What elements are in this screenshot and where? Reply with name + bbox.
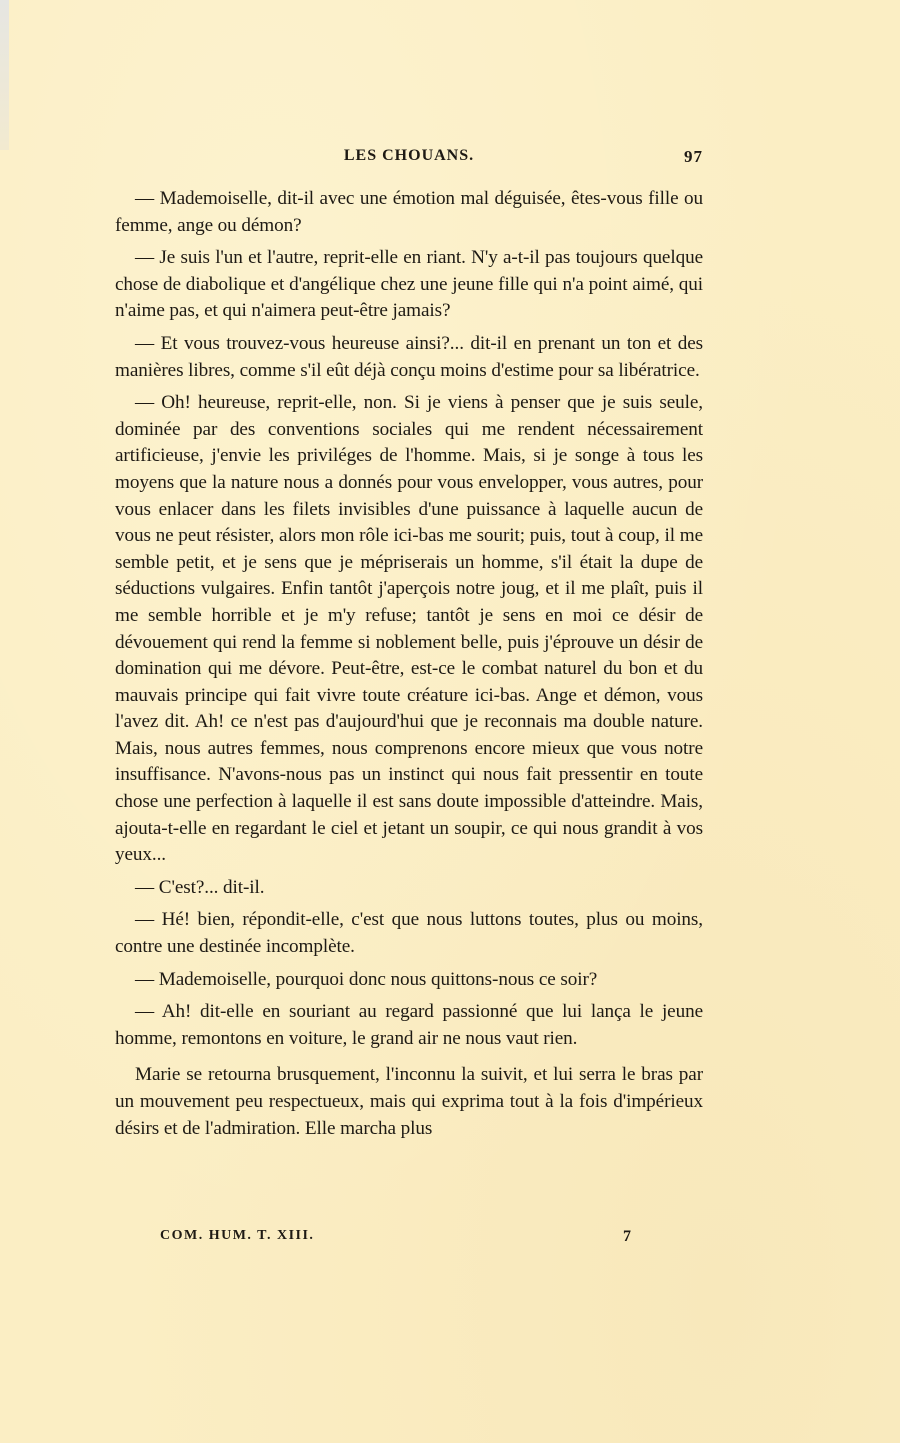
signature-number: 7 bbox=[623, 1228, 633, 1245]
scan-edge bbox=[0, 0, 9, 150]
paragraph: — Hé! bien, répondit-elle, c'est que nous luttons toutes, plus ou moins, contre une destinée incomplète. bbox=[115, 909, 703, 958]
running-head bbox=[115, 147, 703, 169]
paragraph: — Oh! heureuse, reprit-elle, non. Si je viens à penser que je suis seule, dominée par des conventions sociales qui me rendent nécessairement artificieuse, j'envie les priviléges de l'homme. Mais, si je songe à tous les moyens que la nature nous a donnés pour vous envelopper, vous autres, pour vous enlacer dans les filets invisibles d'une puissance à laquelle aucun de vous ne peut résister, alors mon rôle ici-bas me sourit; puis, tout à coup, il me semble petit, et je sens que je mépriserais un homme, s'il était la dupe de séductions vulgaires. Enfin tantôt j'aperçois notre joug, et il me plaît, puis il me semble horrible et je m'y refuse; tantôt je sens en moi ce désir de dévouement qui rend la femme si noblement belle, puis j'éprouve un désir de domination qui me dévore. Peut-être, est-ce le combat naturel du bon et du mauvais principe qui fait vivre toute créature ici-bas. Ange et démon, vous l'avez dit. Ah! ce n'est pas d'aujourd'hui que je reconnais ma double nature. Mais, nous autres femmes, nous comprenons encore mieux que vous notre insuffisance. N'avons-nous pas un instinct qui nous fait pressentir en toute chose une perfection à laquelle il est sans doute impossible d'atteindre. Mais, ajouta-t-elle en regardant le ciel et jetant un soupir, ce qui nous grandit à vos yeux... bbox=[115, 392, 703, 866]
body-text bbox=[115, 180, 703, 1142]
paragraph: — Je suis l'un et l'autre, reprit-elle en riant. N'y a-t-il pas toujours quelque chose de diabolique et d'angélique chez une jeune fille qui n'a point aimé, qui n'aime pas, et qui n'aimera peut-être jamais? bbox=[115, 247, 703, 322]
paragraph: — Et vous trouvez-vous heureuse ainsi?... dit-il en prenant un ton et des manières libres, comme s'il eût déjà conçu moins d'estime pour sa libératrice. bbox=[115, 332, 703, 381]
paragraph: — Mademoiselle, pourquoi donc nous quittons-nous ce soir? bbox=[135, 968, 598, 990]
paragraph: Marie se retourna brusquement, l'inconnu la suivit, et lui serra le bras par un mouvement peu respectueux, mais qui exprima tout à la fois d'impérieux désirs et de l'admiration. Elle marcha plus bbox=[115, 1064, 703, 1139]
signature-mark: COM. HUM. T. XIII. bbox=[160, 1228, 315, 1243]
paragraph: — Ah! dit-elle en souriant au regard passionné que lui lança le jeune homme, remontons en voiture, le grand air ne nous vaut rien. bbox=[115, 1001, 703, 1049]
paragraph: — C'est?... dit-il. bbox=[135, 876, 265, 898]
paragraph: — Mademoiselle, dit-il avec une émotion mal déguisée, êtes-vous fille ou femme, ange ou démon? bbox=[115, 188, 703, 236]
page-number: 97 bbox=[684, 147, 703, 166]
running-title: LES CHOUANS. bbox=[343, 147, 475, 164]
